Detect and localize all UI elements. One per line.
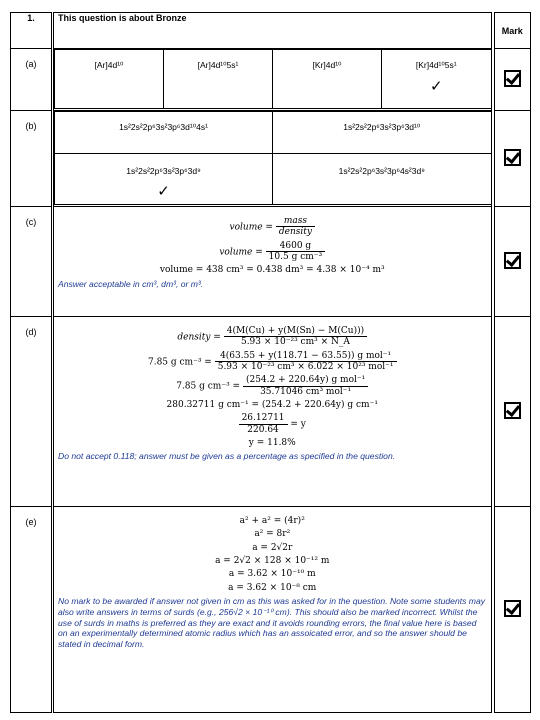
option-b-2: 1s²2s²2p⁶3s²3p⁶3d¹⁰ <box>273 112 491 154</box>
option-a-2: [Ar]4d¹⁰5s¹ <box>164 50 273 109</box>
e-line-5: a = 3.62 × 10⁻¹⁰ m <box>228 569 316 580</box>
line1-numerator: 4(M(Cu) + y(M(Sn) − M(Cu))) <box>224 326 367 337</box>
e-line-2: a² = 8r² <box>254 529 291 540</box>
part-c-working <box>53 207 493 317</box>
option-b-3-text: 1s²2s²2p⁶3s²3p⁶3d⁹ <box>126 166 201 176</box>
part-d-working <box>53 317 493 507</box>
mark-scheme-table <box>10 12 531 713</box>
density-value: 10.5 g cm⁻³ <box>268 252 323 263</box>
line5-numerator: 26.12711 <box>239 413 288 424</box>
checked-box-icon <box>504 600 521 617</box>
part-c-note: Answer acceptable in cm³, dm³, or m³. <box>58 278 204 289</box>
part-a-options <box>53 49 493 111</box>
line2-numerator: 4(63.55 + y(118.71 − 63.55)) g mol⁻¹ <box>215 351 397 362</box>
volume-lhs-1: volume = <box>229 222 273 233</box>
part-e-mark <box>493 507 531 713</box>
line5-rhs: = y <box>290 419 306 430</box>
e-line-1: a² + a² = (4r)² <box>239 516 305 526</box>
part-b-row <box>11 111 531 207</box>
part-a-row <box>11 49 531 111</box>
mass-value: 4600 g <box>266 241 325 252</box>
header-row <box>11 13 531 49</box>
option-b-4: 1s²2s²2p⁶3s²3p⁶4s²3d⁹ <box>273 154 491 205</box>
part-a-label: (a) <box>11 49 53 111</box>
volume-result: volume = 438 cm³ = 0.438 dm³ = 4.38 × 10⁻⁴ m³ <box>159 265 385 276</box>
option-b-1: 1s²2s²2p⁶3s²3p⁶3d¹⁰4s¹ <box>55 112 273 154</box>
part-b-label: (b) <box>11 111 53 207</box>
e-line-3: a = 2√2r <box>252 542 293 553</box>
line3-lhs: 7.85 g cm⁻³ = <box>176 381 241 392</box>
part-b-mark <box>493 111 531 207</box>
mark-header: Mark <box>493 13 531 49</box>
checked-box-icon <box>504 252 521 269</box>
part-d-label: (d) <box>11 317 53 507</box>
part-d-row <box>11 317 531 507</box>
part-b-options <box>53 111 493 207</box>
part-d-mark <box>493 317 531 507</box>
checked-box-icon <box>504 402 521 419</box>
part-a-mark <box>493 49 531 111</box>
checked-box-icon <box>504 149 521 166</box>
mass-numerator: mass <box>276 216 315 227</box>
line2-lhs: 7.85 g cm⁻³ = <box>147 357 212 368</box>
line5-denominator: 220.64 <box>247 424 279 435</box>
part-e-note: No mark to be awarded if answer not given in cm as this was asked for in the question. Note some students may also write answers in terms of surds (e.g., 256√2 × 10⁻¹⁰ cm). This should also be marked incorrect. Whilst the use of surds in maths is preferred as they are exact and it avoids rounding errors, the final value here is based on an experimentally determined atomic radius which has an assoicated error, and so the answer should be stated in decimal form. <box>58 596 486 649</box>
checked-box-icon <box>504 70 521 87</box>
density-denominator: density <box>278 227 312 238</box>
line2-denominator: 5.93 × 10⁻²³ cm³ × 6.022 × 10²³ mol⁻¹ <box>217 362 394 373</box>
part-e-working <box>53 507 493 713</box>
mark-scheme-sheet <box>10 12 530 712</box>
part-c-mark <box>493 207 531 317</box>
line4: 280.32711 g cm⁻¹ = (254.2 + 220.64y) g cm⁻¹ <box>166 400 378 411</box>
option-a-3: [Kr]4d¹⁰ <box>273 50 382 109</box>
line6-result: y = 11.8% <box>248 438 296 449</box>
e-line-6: a = 3.62 × 10⁻⁸ cm <box>228 582 317 593</box>
part-d-note: Do not accept 0.118; answer must be given as a percentage as specified in the question. <box>58 451 396 462</box>
line1-denominator: 5.93 × 10⁻²³ cm³ × N_A <box>240 337 350 348</box>
tick-icon: ✓ <box>429 77 443 95</box>
part-c-label: (c) <box>11 207 53 317</box>
volume-lhs-2: volume = <box>219 247 263 258</box>
option-a-4 <box>382 50 491 109</box>
part-e-label: (e) <box>11 507 53 713</box>
option-a-4-text: [Kr]4d¹⁰5s¹ <box>415 60 457 70</box>
option-a-1: [Ar]4d¹⁰ <box>55 50 164 109</box>
option-b-3 <box>55 154 273 205</box>
density-lhs: density = <box>177 332 221 343</box>
question-number: 1. <box>11 13 53 49</box>
tick-icon: ✓ <box>157 182 170 200</box>
line3-numerator: (254.2 + 220.64y) g mol⁻¹ <box>243 375 368 386</box>
part-c-row <box>11 207 531 317</box>
question-title: This question is about Bronze <box>53 13 493 49</box>
e-line-4: a = 2√2 × 128 × 10⁻¹² m <box>215 556 330 567</box>
part-e-row <box>11 507 531 713</box>
line3-denominator: 35.71046 cm³ mol⁻¹ <box>260 386 352 397</box>
